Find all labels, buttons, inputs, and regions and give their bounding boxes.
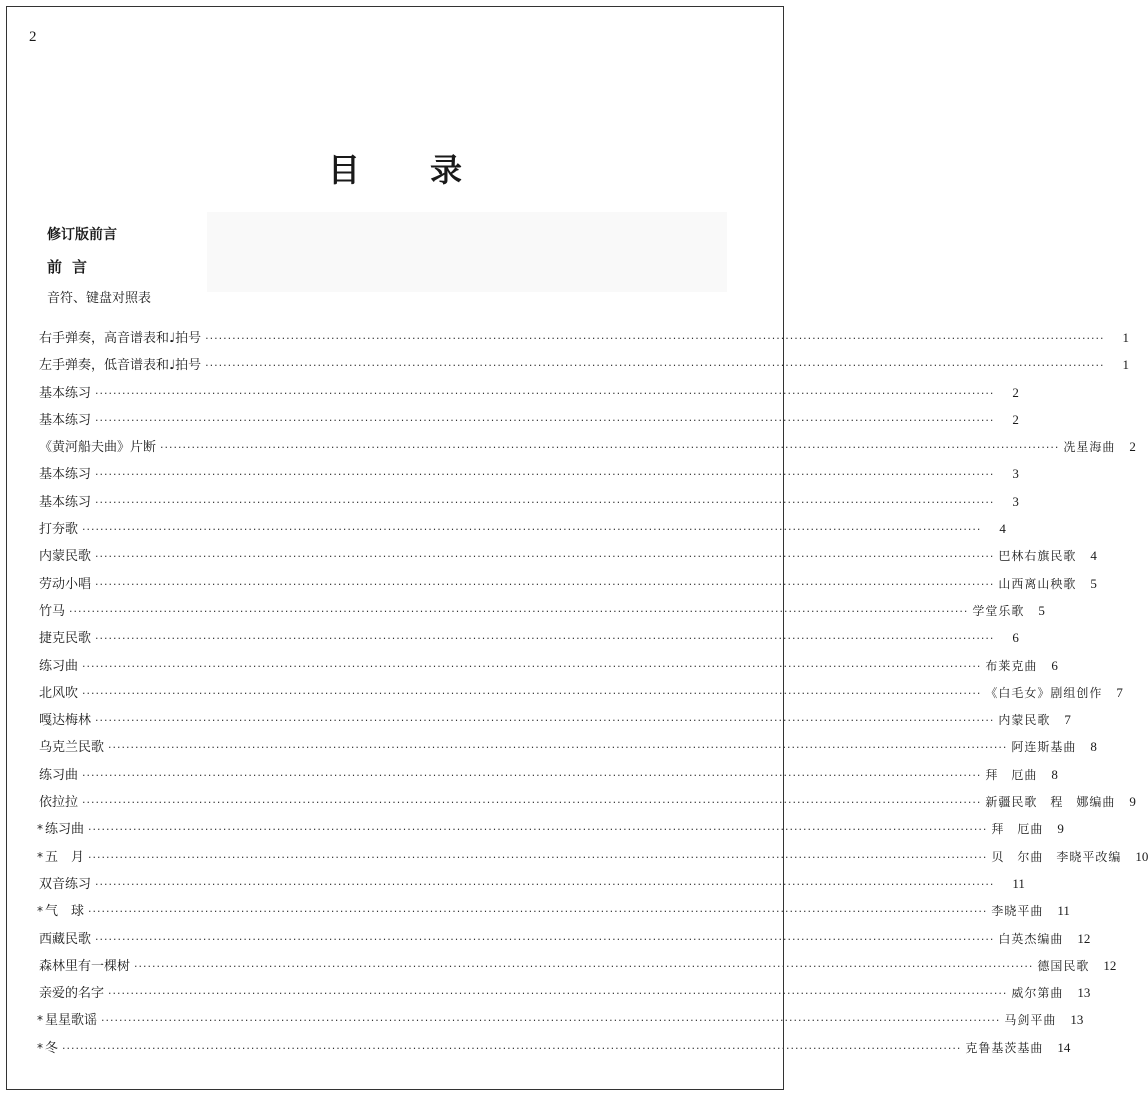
dot-leader: ········································································································································································································: [69, 604, 969, 618]
toc-entry-page: 9: [1057, 821, 1064, 837]
toc-entry-page: 2: [1129, 439, 1136, 455]
dot-leader: ········································································································································································································: [205, 332, 1105, 345]
dot-leader: ········································································································································································································: [62, 1041, 962, 1055]
optional-marker: *: [37, 849, 43, 864]
dot-leader: ········································································································································································································: [95, 714, 995, 728]
toc-entry-page: 5: [1038, 602, 1045, 618]
toc-entry-page: 3: [1012, 466, 1019, 482]
toc-row[interactable]: [37, 545, 1097, 572]
toc-entry-page: 7: [1116, 684, 1123, 700]
toc-row[interactable]: [37, 655, 1058, 682]
toc-entry-title: 双音练习: [39, 876, 92, 892]
toc-entry-title: 基本练习: [39, 494, 92, 510]
dot-leader: ········································································································································································································: [134, 959, 1034, 973]
toc-entry-title: 劳动小唱: [39, 576, 92, 592]
toc-row[interactable]: [37, 982, 1091, 1009]
dot-leader: ········································································································································································································: [88, 850, 988, 864]
toc-entry-page: 11: [1012, 875, 1025, 891]
toc-row[interactable]: [37, 382, 1019, 409]
dot-leader: ········································································································································································································: [95, 413, 995, 427]
toc-row[interactable]: [37, 436, 1136, 463]
dot-leader: ········································································································································································································: [88, 905, 988, 919]
toc-entry-title: 基本练习: [39, 385, 92, 401]
toc-entry-page: 12: [1103, 957, 1117, 973]
toc-entry-credit: 拜 厄曲: [991, 822, 1044, 837]
toc-entry-page: 1: [1122, 357, 1129, 373]
dot-leader: ········································································································································································································: [95, 386, 995, 400]
optional-marker: *: [37, 904, 43, 919]
dot-leader: ········································································································································································································: [108, 987, 1008, 1001]
toc-entry-page: 6: [1051, 657, 1058, 673]
toc-entry-title: 亲爱的名字: [39, 986, 105, 1002]
dot-leader: ········································································································································································································: [82, 523, 982, 537]
toc-entry-credit: 学堂乐歌: [972, 603, 1025, 618]
toc-entry-page: 6: [1012, 630, 1019, 646]
toc-entry-page: 3: [1012, 493, 1019, 509]
dot-leader: ········································································································································································································: [95, 495, 995, 509]
toc-entry-page: 13: [1070, 1012, 1084, 1028]
toc-entry-title: 右手弹奏，高音谱表和♩拍号: [39, 331, 202, 346]
toc-entry-credit: 李晓平曲: [991, 904, 1044, 919]
dot-leader: ········································································································································································································: [95, 577, 995, 591]
toc-entry-title: 练习曲: [45, 822, 85, 838]
toc-entry-credit: 冼星海曲: [1063, 440, 1116, 455]
dot-leader: ········································································································································································································: [101, 1014, 1001, 1028]
toc-entry-credit: 《白毛女》剧组创作: [985, 685, 1103, 700]
toc-row[interactable]: [37, 873, 1025, 900]
front-matter: [47, 224, 151, 306]
toc-row[interactable]: [37, 354, 1129, 381]
toc-entry-credit: 德国民歌: [1037, 958, 1090, 973]
optional-marker: *: [37, 1013, 43, 1028]
toc-entry-credit: 内蒙民歌: [998, 713, 1051, 728]
toc-entry-title: 五 月: [45, 849, 85, 865]
toc-entry-page: 8: [1090, 739, 1097, 755]
toc-entry-page: 14: [1057, 1039, 1071, 1055]
dot-leader: ········································································································································································································: [82, 686, 982, 700]
toc-row[interactable]: [37, 818, 1064, 845]
dot-leader: ········································································································································································································: [205, 359, 1105, 373]
toc-entry-credit: 贝 尔曲 李晓平改编: [991, 849, 1122, 864]
toc-row[interactable]: [37, 627, 1019, 654]
toc-row[interactable]: [37, 600, 1045, 627]
toc-row[interactable]: [37, 736, 1097, 763]
toc-entry-title: 气 球: [45, 904, 85, 920]
toc-entry-page: 13: [1077, 985, 1091, 1001]
toc-entry-page: 12: [1077, 930, 1091, 946]
toc-entry-title: 竹马: [39, 603, 66, 619]
toc-entry-credit: 布莱克曲: [985, 658, 1038, 673]
toc-entry-title: 森林里有一棵树: [39, 958, 131, 974]
toc-entry-title: 内蒙民歌: [39, 549, 92, 565]
toc-entry-page: 10: [1135, 848, 1148, 864]
toc-row[interactable]: [37, 1037, 1071, 1064]
toc-entry-title: 西藏民歌: [39, 931, 92, 947]
toc-entry-credit: 拜 厄曲: [985, 767, 1038, 782]
dot-leader: ········································································································································································································: [108, 741, 1008, 755]
page-title: [7, 145, 783, 191]
toc-entry-title: 星星歌谣: [45, 1013, 98, 1029]
note-keyboard-table-entry[interactable]: 音符、键盘对照表: [47, 291, 152, 306]
toc-entry-credit: 阿连斯基曲: [1011, 740, 1077, 755]
toc-entry-page: 8: [1051, 766, 1058, 782]
toc-entry-title: 冬: [45, 1040, 59, 1056]
toc-entry-credit: 威尔第曲: [1011, 986, 1064, 1001]
toc-entry-title: 打夯歌: [39, 522, 79, 538]
toc-entry-title: 捷克民歌: [39, 631, 92, 647]
revised-preface-entry[interactable]: 修订版前言: [47, 227, 117, 243]
toc-row[interactable]: [37, 900, 1070, 927]
toc-entry-title: 练习曲: [39, 658, 79, 674]
toc-entry-page: 7: [1064, 712, 1071, 728]
toc-entry-title: 基本练习: [39, 467, 92, 483]
dot-leader: ········································································································································································································: [95, 632, 995, 646]
toc-entry-page: 2: [1012, 384, 1019, 400]
title-char-1: 目: [327, 151, 360, 189]
toc-entry-page: 11: [1057, 903, 1070, 919]
toc-entry-credit: 山西离山秧歌: [998, 576, 1077, 591]
toc-row[interactable]: [37, 955, 1117, 982]
preface-entry[interactable]: 前言: [47, 258, 98, 276]
toc-row[interactable]: [37, 327, 1129, 354]
optional-marker: *: [37, 822, 43, 837]
dot-leader: ········································································································································································································: [95, 877, 995, 891]
toc-entry-page: 9: [1129, 794, 1136, 810]
toc-row[interactable]: [37, 928, 1091, 955]
document-page: [6, 6, 1148, 1090]
dot-leader: ········································································································································································································: [95, 932, 995, 946]
toc-entry-title: 左手弹奏，低音谱表和♩拍号: [39, 358, 202, 374]
toc-entry-page: 4: [999, 521, 1006, 537]
dot-leader: ········································································································································································································: [95, 550, 995, 564]
toc-entry-page: 4: [1090, 548, 1097, 564]
toc-row[interactable]: [37, 463, 1019, 490]
toc-entry-credit: 新疆民歌 程 娜编曲: [985, 795, 1116, 810]
toc-entry-title: 依拉拉: [39, 795, 79, 811]
dot-leader: ········································································································································································································: [88, 823, 988, 837]
toc-entry-title: 基本练习: [39, 412, 92, 428]
toc-entry-title: 嘎达梅林: [39, 713, 92, 729]
toc-entry-page: 5: [1090, 575, 1097, 591]
toc-entry-title: 练习曲: [39, 767, 79, 783]
toc-row[interactable]: [37, 409, 1019, 436]
toc-entry-page: 1: [1122, 330, 1129, 345]
dot-leader: ········································································································································································································: [160, 441, 1060, 455]
toc-row[interactable]: [37, 709, 1071, 736]
toc-entry-credit: 马剑平曲: [1004, 1013, 1057, 1028]
toc-row[interactable]: [37, 846, 1148, 873]
dot-leader: ········································································································································································································: [82, 796, 982, 810]
toc-entry-title: 《黄河船夫曲》片断: [39, 440, 157, 456]
toc-entry-page: 2: [1012, 411, 1019, 427]
toc-entry-title: 北风吹: [39, 685, 79, 701]
dot-leader: ········································································································································································································: [95, 468, 995, 482]
toc-row[interactable]: [37, 791, 1136, 818]
dot-leader: ········································································································································································································: [82, 659, 982, 673]
toc-row[interactable]: [37, 682, 1123, 709]
page-number: 2: [29, 29, 37, 45]
toc-entry-credit: 白英杰编曲: [998, 931, 1064, 946]
toc-row[interactable]: [37, 573, 1097, 600]
toc-row[interactable]: [37, 1009, 1084, 1036]
toc-entry-title: 乌克兰民歌: [39, 740, 105, 756]
title-char-2: 录: [430, 151, 463, 189]
toc-row[interactable]: [37, 491, 1019, 518]
dot-leader: ········································································································································································································: [82, 768, 982, 782]
toc-row[interactable]: [37, 764, 1058, 791]
toc-row[interactable]: [37, 518, 1006, 545]
optional-marker: *: [37, 1040, 43, 1055]
toc-entry-credit: 巴林右旗民歌: [998, 549, 1077, 564]
table-of-contents: [37, 327, 1148, 1064]
toc-entry-credit: 克鲁基茨基曲: [965, 1040, 1044, 1055]
faint-scan-background: [207, 212, 727, 292]
